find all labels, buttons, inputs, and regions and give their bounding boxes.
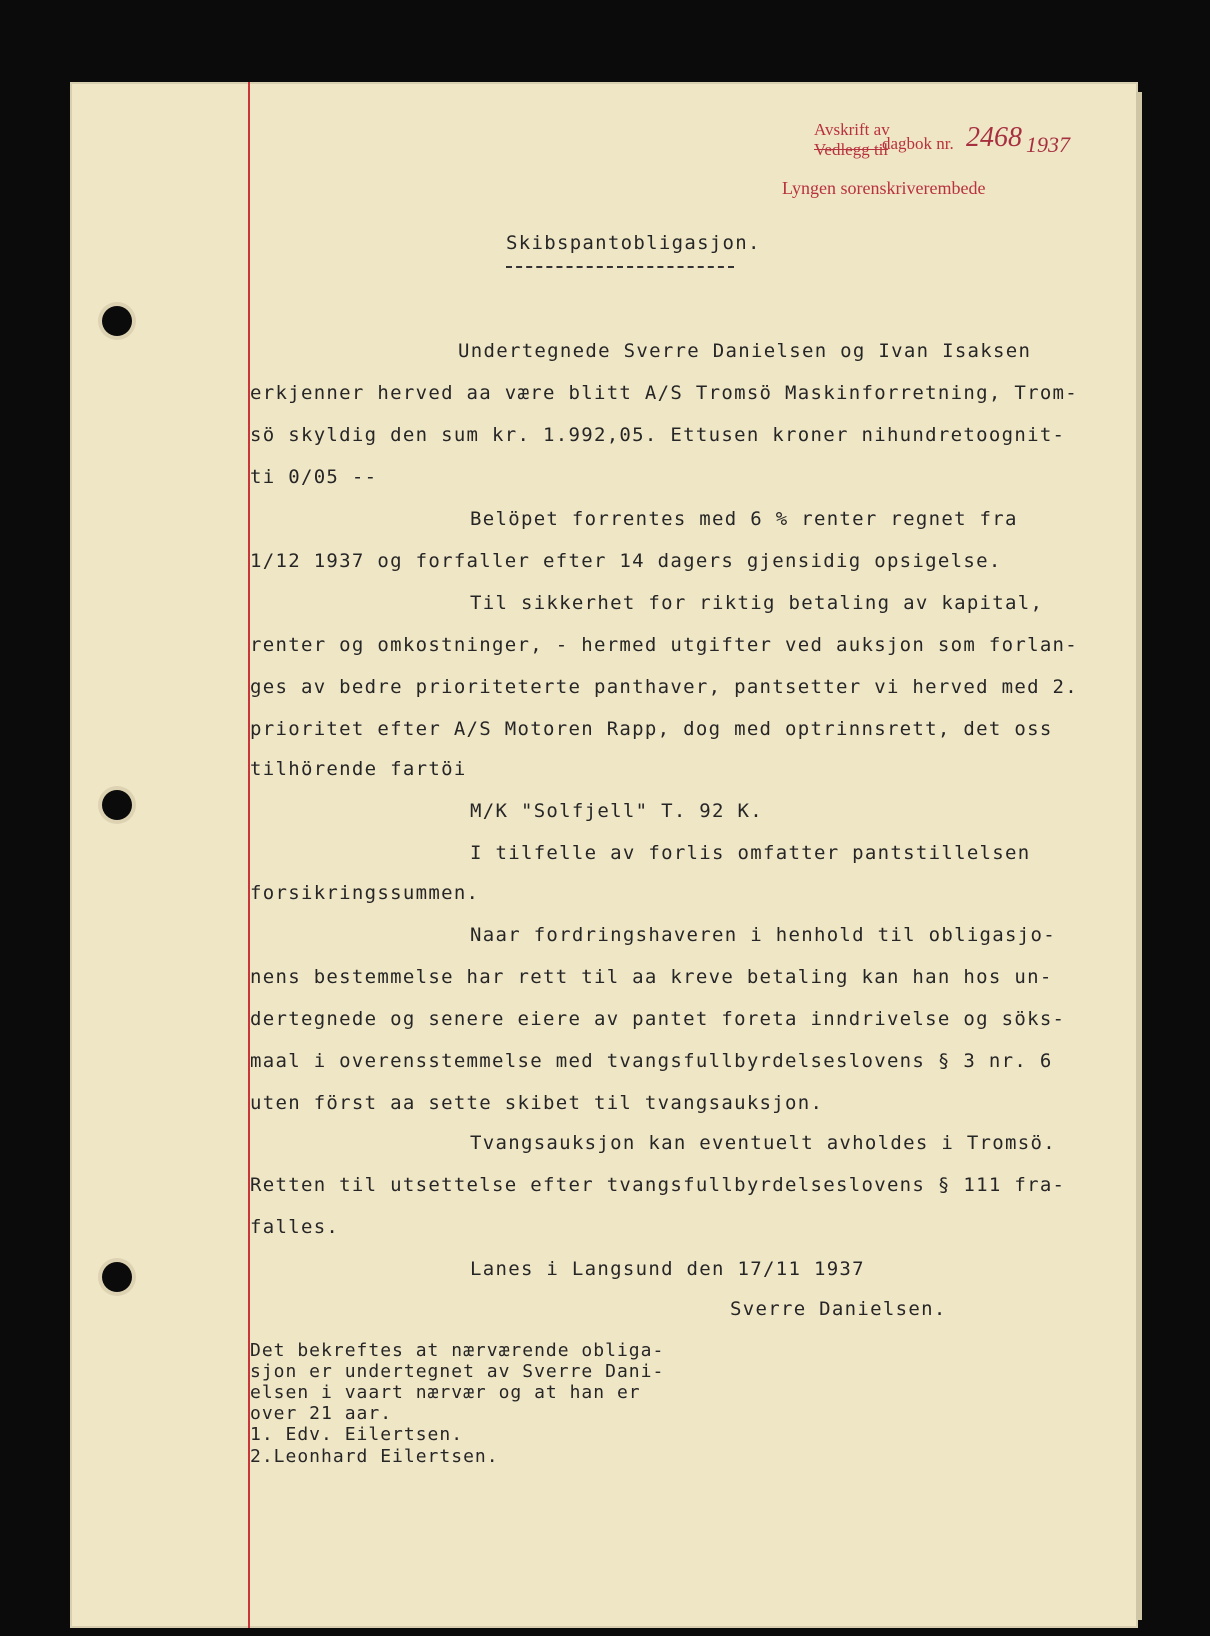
- body-line: Tvangsauksjon kan eventuelt avholdes i Tromsö.: [470, 1132, 1056, 1154]
- body-line: tilhörende fartöi: [250, 758, 467, 780]
- body-line: Til sikkerhet for riktig betaling av kapital,: [470, 592, 1044, 614]
- punch-hole: [102, 306, 132, 336]
- title-underline: [506, 266, 734, 268]
- stamp-vedlegg: Vedlegg til: [814, 140, 889, 159]
- body-line: Retten til utsettelse efter tvangsfullbyrdelseslovens § 111 fra-: [250, 1174, 1066, 1196]
- body-line: sö skyldig den sum kr. 1.992,05. Ettusen kroner nihundretoognit-: [250, 424, 1066, 446]
- body-line: dertegnede og senere eiere av pantet foreta inndrivelse og söks-: [250, 1008, 1066, 1030]
- body-line: maal i overensstemmelse med tvangsfullbyrdelseslovens § 3 nr. 6: [250, 1050, 1053, 1072]
- witness-line: over 21 aar.: [250, 1403, 393, 1424]
- body-line: nens bestemmelse har rett til aa kreve betaling kan han hos un-: [250, 966, 1053, 988]
- body-line: renter og omkostninger, - hermed utgifter ved auksjon som forlan-: [250, 634, 1079, 656]
- punch-hole: [102, 1262, 132, 1292]
- body-line: ges av bedre prioriteterte panthaver, pantsetter vi herved med 2.: [250, 676, 1079, 698]
- document-title: Skibspantobligasjon.: [506, 232, 761, 254]
- document-page: [70, 82, 1138, 1628]
- stamp-office: Lyngen sorenskriverembede: [782, 178, 986, 198]
- body-line: erkjenner herved aa være blitt A/S Tromsö Maskinforretning, Trom-: [250, 382, 1079, 404]
- body-line: Naar fordringshaveren i henhold til obligasjo-: [470, 924, 1056, 946]
- stamp-year: 1937: [1026, 132, 1070, 157]
- body-line: uten först aa sette skibet til tvangsauksjon.: [250, 1092, 824, 1114]
- body-line: Belöpet forrentes med 6 % renter regnet fra: [470, 508, 1018, 530]
- witness-line: sjon er undertegnet av Sverre Dani-: [250, 1361, 665, 1382]
- stamp-number: 2468: [966, 122, 1022, 153]
- body-line: ti 0/05 --: [250, 466, 378, 488]
- body-line: I tilfelle av forlis omfatter pantstillelsen: [470, 842, 1031, 864]
- witness-line: elsen i vaart nærvær og at han er: [250, 1382, 641, 1403]
- body-line: 1/12 1937 og forfaller efter 14 dagers gjensidig opsigelse.: [250, 550, 1002, 572]
- body-line: prioritet efter A/S Motoren Rapp, dog med optrinnsrett, det oss: [250, 718, 1053, 740]
- body-line: forsikringssummen.: [250, 882, 480, 904]
- witness-line: 2.Leonhard Eilertsen.: [250, 1446, 499, 1467]
- witness-line: 1. Edv. Eilertsen.: [250, 1424, 464, 1445]
- stamp-dagbok: dagbok nr.: [882, 134, 954, 153]
- place-date: Lanes i Langsund den 17/11 1937: [470, 1258, 865, 1280]
- witness-line: Det bekreftes at nærværende obliga-: [250, 1340, 665, 1361]
- punch-hole: [102, 790, 132, 820]
- stamp-avskrift: Avskrift av: [814, 120, 890, 139]
- page-edge: [1136, 92, 1142, 1620]
- body-line: falles.: [250, 1216, 340, 1238]
- signature: Sverre Danielsen.: [730, 1298, 947, 1320]
- vessel-line: M/K "Solfjell" T. 92 K.: [470, 800, 763, 822]
- body-line: Undertegnede Sverre Danielsen og Ivan Isaksen: [458, 340, 1032, 362]
